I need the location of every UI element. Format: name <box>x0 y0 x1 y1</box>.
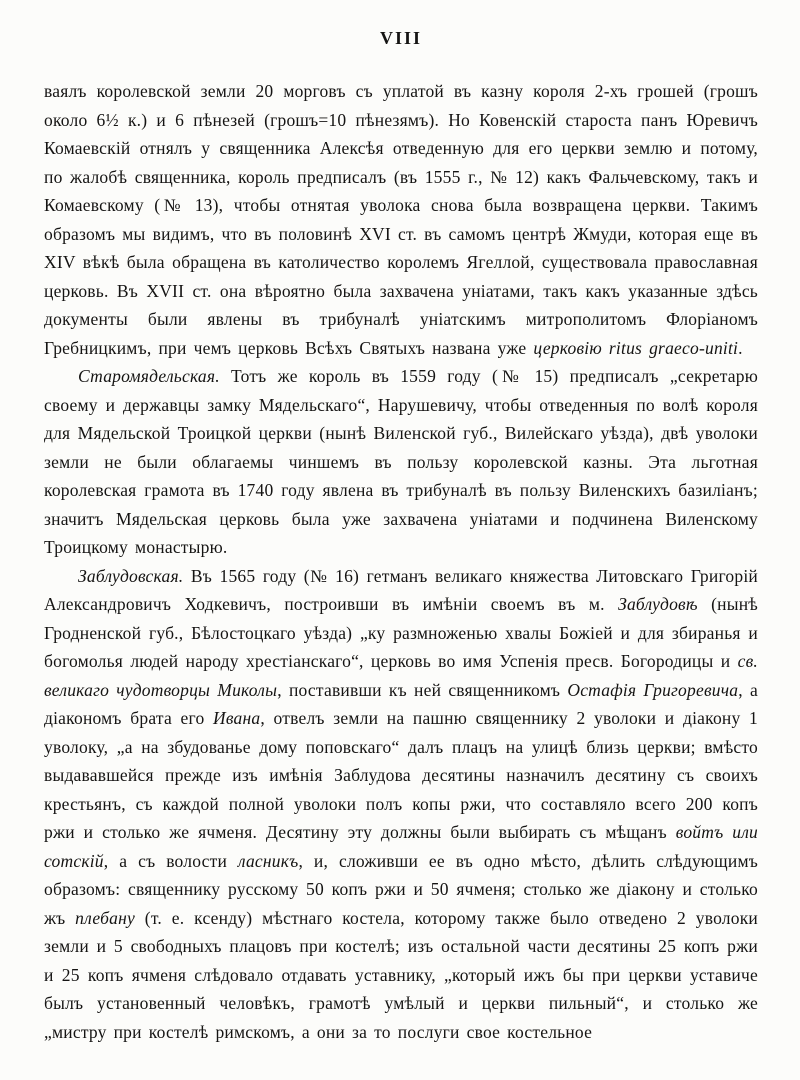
text-body <box>44 77 758 1046</box>
paragraph <box>44 562 758 1047</box>
italic-text-run: войтъ или сотскій <box>44 822 758 871</box>
text-run: . <box>738 337 743 358</box>
italic-text-run: Заблудовѣ <box>618 594 698 614</box>
italic-text-run: Заблудовская. <box>78 565 184 586</box>
italic-text-run: Старомядельская. <box>78 366 220 386</box>
text-run: Тотъ же король въ 1559 году (№ 15) предписалъ „секретарю своему и державцы замку Мядельскаго“, Нарушевичу, чтобы отведенныя по волѣ короля для Мядельской Троицкой церкви (нынѣ Виленской губ., Вилейскаго уѣзда), двѣ уволоки земли не были облагаемы чиншемъ въ пользу королевской казны. Эта льготная королевская грамота въ 1740 году явлена въ трибуналѣ въ пользу Виленскихъ базиліанъ; значитъ Мядельская церковь была уже захвачена уніатами и подчинена Виленскому Троицкому монастырю. <box>44 366 758 557</box>
text-run: , а діакономъ брата его <box>44 679 758 728</box>
paragraph <box>44 362 758 562</box>
text-run: (нынѣ Гродненской губ., Бѣлостоцкаго уѣзда) „ку размноженью хвалы Божіей и для збиранья и богомолья людей народу хрестіанскаго“, церковь во имя Успенія пресв. Богородицы и <box>44 594 759 671</box>
text-run: , и, сложивши ее въ одно мѣсто, дѣлить слѣдующимъ образомъ: священнику русскому 50 копъ ржи и 50 ячменя; столько же діакону и столько жъ <box>44 850 758 928</box>
italic-text-run: ласникъ <box>237 850 299 871</box>
text-run: Въ 1565 году (№ 16) гетманъ великаго княжества Литовскаго Григорій Александровичъ Ходкевичъ, построивши въ имѣніи своемъ въ м. <box>44 565 758 614</box>
italic-text-run: церковію ritus graeco-uniti <box>533 337 739 358</box>
text-run: , отвелъ земли на пашню священнику 2 уволоки и діакону 1 уволоку, „а на збудованье дому поповскаго“ далъ плацъ на улицѣ близь церкви; вмѣсто выдававшейся прежде изъ имѣнія Заблудова десятины назначилъ десятину съ своихъ крестьянъ, съ каждой полной уволоки полъ копы ржи, что составляло всего 200 копъ ржи и столько же ячменя. Десятину эту должны были выбирать съ мѣщанъ <box>44 708 759 842</box>
page-number-header: VIII <box>379 28 422 48</box>
paragraph <box>44 77 758 362</box>
italic-text-run: плебану <box>75 907 135 928</box>
text-run: (т. е. ксенду) мѣстнаго костела, которому также было отведено 2 уволоки земли и 5 свободныхъ плацовъ при костелѣ; изъ остальной части десятины 25 копъ ржи и 25 копъ ячменя слѣдовало отдавать уставнику, „который ижъ бы при церкви уставиче былъ установенный человѣкъ, грамотѣ умѣлый и церкви пильный“, и столько же „мистру при костелѣ римскомъ, а они за то послуги свое костельное <box>44 907 758 1042</box>
text-run: , а съ волости <box>103 850 238 871</box>
italic-text-run: св. великаго чудотворцы Миколы <box>44 651 758 700</box>
italic-text-run: Ивана <box>213 708 261 728</box>
text-run: , поставивши къ ней священникомъ <box>277 679 568 700</box>
italic-text-run: Остафія Григоревича <box>567 679 739 700</box>
text-run: ваялъ королевской земли 20 морговъ съ уплатой въ казну короля 2-хъ грошей (грошъ около 6½ к.) и 6 пѣнезей (грошъ=10 пѣнезямъ). Но Ковенскій староста панъ Юревичъ Комаевскій отнялъ у священника Алексѣя отведенную для его церкви землю и потому, по жалобѣ священника, король предписалъ (въ 1555 г., № 12) какъ Фальчевскому, такъ и Комаевскому (№ 13), чтобы отнятая уволока снова была возвращена церкви. Такимъ образомъ мы видимъ, что въ половинѣ XVI ст. въ самомъ центрѣ Жмуди, которая еще въ XIV вѣкѣ была обращена въ католичество королемъ Ягеллой, существовала православная церковь. Въ XVII ст. она вѣроятно была захвачена уніатами, такъ какъ указанные здѣсь документы были явлены въ трибуналѣ уніатскимъ митрополитомъ Флоріаномъ Гребницкимъ, при чемъ церковь Всѣхъ Святыхъ названа уже <box>44 81 758 358</box>
